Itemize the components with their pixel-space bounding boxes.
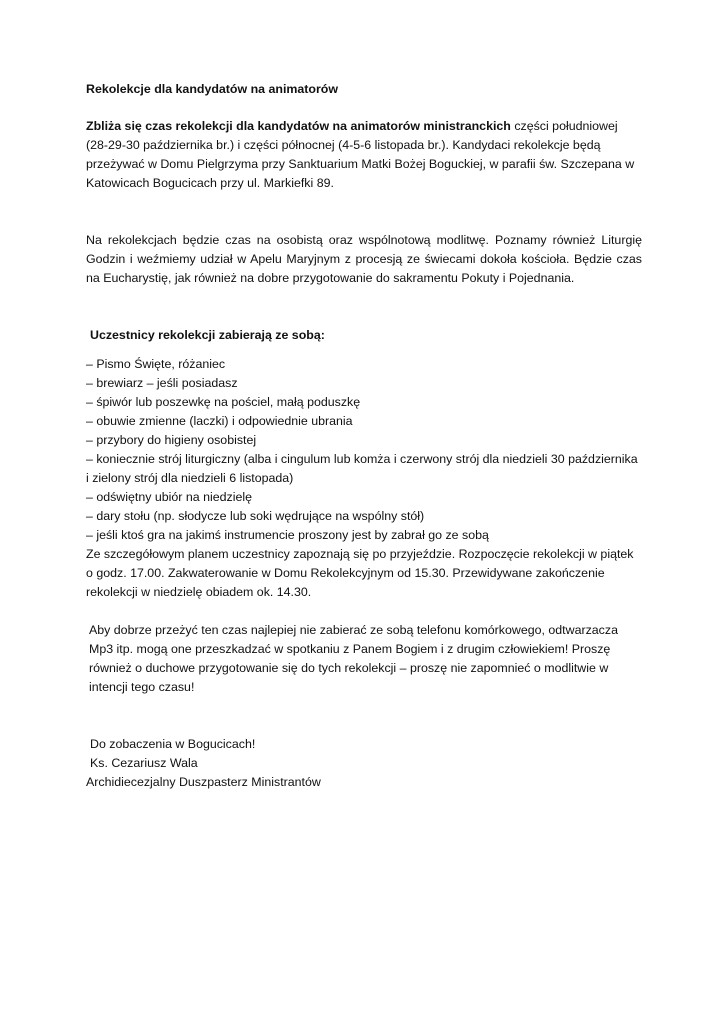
list-item: – koniecznie strój liturgiczny (alba i cingulum lub komża i czerwony strój dla niedzieli 30 października i zielony strój dla niedzieli 6 listopada) — [86, 452, 638, 485]
list-item: – jeśli ktoś gra na jakimś instrumencie proszony jest by zabrał go ze sobą — [86, 528, 489, 542]
signature-block — [86, 735, 642, 792]
schedule-paragraph: Ze szczegółowym planem uczestnicy zapoznają się po przyjeździe. Rozpoczęcie rekolekcji w piątek o godz. 17.00. Zakwaterowanie w Domu Rekolekcyjnym od 15.30. Przewidywane zakończenie rekolekcji w niedzielę obiadem ok. 14.30. — [86, 547, 634, 599]
document-page — [86, 80, 642, 792]
preparation-paragraph: Aby dobrze przeżyć ten czas najlepiej nie zabierać ze sobą telefonu komórkowego, odtwarzacza Mp3 itp. mogą one przeszkadzać w spotkaniu z Panem Bogiem i z drugim człowiekiem! Proszę również o duchowe przygotowanie się do tych rekolekcji – proszę nie zapomnieć o modlitwie w intencji tego czasu! — [89, 623, 618, 694]
intro-paragraph — [86, 117, 642, 193]
closing-line: Do zobaczenia w Bogucicach! — [90, 737, 256, 751]
list-item: – obuwie zmienne (laczki) i odpowiednie ubrania — [86, 414, 353, 428]
author-name: Ks. Cezariusz Wala — [90, 756, 198, 770]
packing-list-heading: Uczestnicy rekolekcji zabierają ze sobą: — [90, 328, 325, 342]
list-item: – brewiarz – jeśli posiadasz — [86, 376, 238, 390]
document-title: Rekolekcje dla kandydatów na animatorów — [86, 82, 339, 96]
list-item: – śpiwór lub poszewkę na pościel, małą poduszkę — [86, 395, 361, 409]
intro-rest-text: części południowej (28-29-30 października br.) i części północnej (4-5-6 listopada br.). Kandydaci rekolekcje będą przeżywać w Domu Pielgrzyma przy Sanktuarium Matki Bożej Boguckiej, w parafii św. Szczepana w Katowicach Bogucicach przy ul. Markiefki 89. — [86, 119, 635, 190]
prayer-paragraph: Na rekolekcjach będzie czas na osobistą oraz wspólnotową modlitwę. Poznamy również Liturgię Godzin i weźmiemy udział w Apelu Maryjnym z procesją ze świecami dokoła kościoła. Będzie czas na Eucharystię, jak również na dobre przygotowanie do sakramentu Pokuty i Pojednania. — [86, 233, 642, 285]
list-item: – odświętny ubiór na niedzielę — [86, 490, 253, 504]
list-item: – przybory do higieny osobistej — [86, 433, 257, 447]
packing-list — [86, 355, 642, 545]
author-role: Archidiecezjalny Duszpasterz Ministrantów — [86, 775, 321, 789]
list-item: – dary stołu (np. słodycze lub soki wędrujące na wspólny stół) — [86, 509, 425, 523]
list-item: – Pismo Święte, różaniec — [86, 357, 226, 371]
intro-bold-text: Zbliża się czas rekolekcji dla kandydatów na animatorów ministranckich — [86, 119, 511, 133]
